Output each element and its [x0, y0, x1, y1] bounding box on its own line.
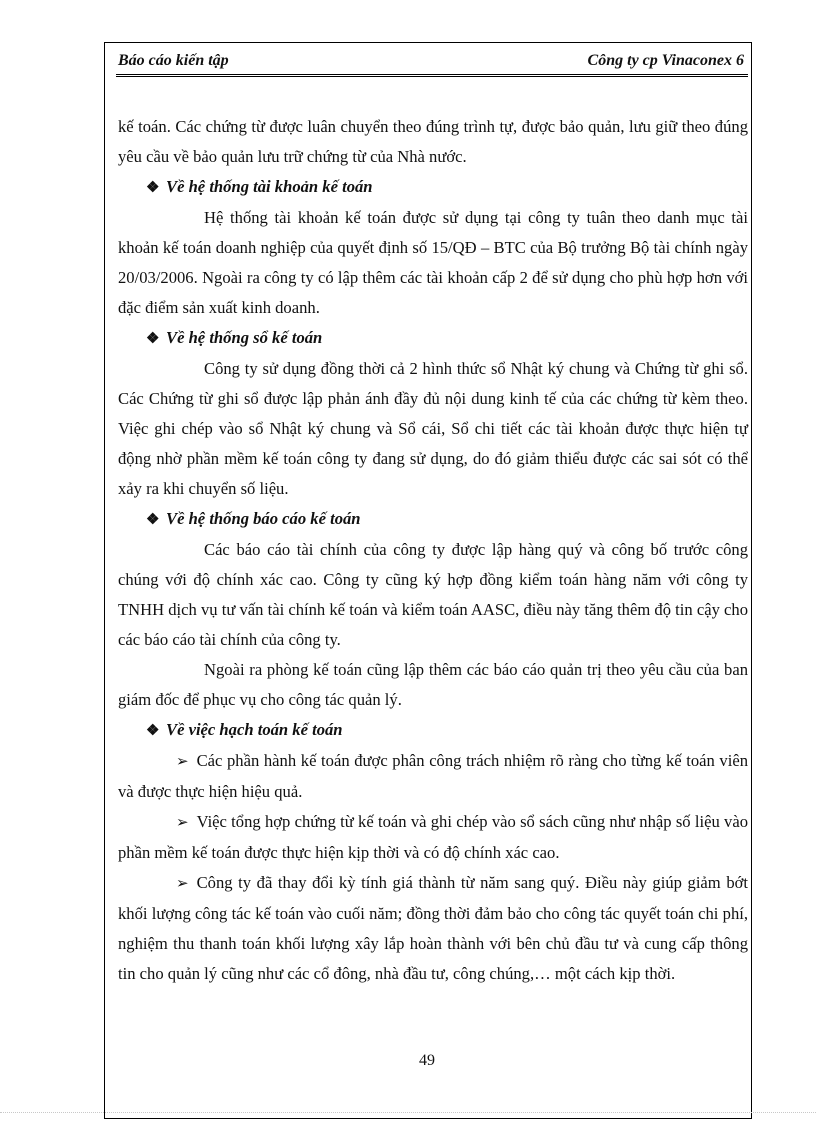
- section-heading: [118, 172, 748, 203]
- bullet-item: [118, 746, 748, 807]
- section-heading: [118, 715, 748, 746]
- diamond-icon: ❖: [146, 331, 160, 347]
- bullet-text: Các phần hành kế toán được phân công trách nhiệm rõ ràng cho từng kế toán viên và được thực hiện hiệu quả.: [118, 751, 748, 801]
- header-title: Báo cáo kiến tập: [118, 52, 229, 69]
- section-heading-text: Về hệ thống sổ kế toán: [166, 328, 323, 347]
- bullet-item: [118, 868, 748, 989]
- page-divider: [0, 1112, 816, 1114]
- bullet-text: Việc tổng hợp chứng từ kế toán và ghi chép vào sổ sách cũng như nhập số liệu vào phần mềm kế toán được thực hiện kịp thời và có độ chính xác cao.: [118, 812, 748, 862]
- bullet-item: [118, 807, 748, 868]
- paragraph: kế toán. Các chứng từ được luân chuyển theo đúng trình tự, được bảo quản, lưu giữ theo đúng yêu cầu về bảo quản lưu trữ chứng từ của Nhà nước.: [118, 117, 748, 166]
- diamond-icon: ❖: [146, 180, 160, 196]
- diamond-icon: ❖: [146, 723, 160, 739]
- header-company: Công ty cp Vinaconex 6: [587, 52, 744, 69]
- section-heading: [118, 504, 748, 535]
- page-number: 49: [419, 1052, 435, 1069]
- page-header: [116, 50, 748, 77]
- arrow-right-icon: ➢: [176, 815, 189, 831]
- paragraph: Công ty sử dụng đồng thời cả 2 hình thức sổ Nhật ký chung và Chứng từ ghi sổ. Các Chứng từ ghi sổ được lập phản ánh đầy đủ nội dung kinh tế của các chứng từ kèm theo. Việc ghi chép vào sổ Nhật ký chung và Sổ cái, Sổ chi tiết các tài khoản được thực hiện tự động nhờ phần mềm kế toán công ty đang sử dụng, do đó giảm thiểu được các sai sót có thể xảy ra khi chuyển số liệu.: [118, 359, 748, 498]
- paragraph: Các báo cáo tài chính của công ty được lập hàng quý và công bố trước công chúng với độ chính xác cao. Công ty cũng ký hợp đồng kiểm toán hàng năm với công ty TNHH dịch vụ tư vấn tài chính kế toán và kiểm toán AASC, điều này tăng thêm độ tin cậy cho các báo cáo tài chính của công ty.: [118, 540, 748, 649]
- section-heading: [118, 323, 748, 354]
- arrow-right-icon: ➢: [176, 754, 189, 770]
- paragraph: Hệ thống tài khoản kế toán được sử dụng tại công ty tuân theo danh mục tài khoản kế toán doanh nghiệp của quyết định số 15/QĐ – BTC của Bộ trưởng Bộ tài chính ngày 20/03/2006. Ngoài ra công ty có lập thêm các tài khoản cấp 2 để sử dụng cho phù hợp hơn với đặc điểm sản xuất kinh doanh.: [118, 208, 748, 317]
- section-heading-text: Về việc hạch toán kế toán: [166, 720, 343, 739]
- paragraph: Ngoài ra phòng kế toán cũng lập thêm các báo cáo quản trị theo yêu cầu của ban giám đốc để phục vụ cho công tác quản lý.: [118, 660, 748, 709]
- section-heading-text: Về hệ thống tài khoản kế toán: [166, 177, 373, 196]
- diamond-icon: ❖: [146, 512, 160, 528]
- arrow-right-icon: ➢: [176, 876, 189, 892]
- document-body: [118, 112, 748, 989]
- bullet-text: Công ty đã thay đổi kỳ tính giá thành từ năm sang quý. Điều này giúp giảm bớt khối lượng công tác kế toán vào cuối năm; đồng thời đảm bảo cho công tác quyết toán chi phí, nghiệm thu thanh toán khối lượng xây lắp hoàn thành với bên chủ đầu tư và cung cấp thông tin cho quản lý cũng như các cổ đông, nhà đầu tư, công chúng,… một cách kịp thời.: [118, 873, 748, 983]
- section-heading-text: Về hệ thống báo cáo kế toán: [166, 509, 361, 528]
